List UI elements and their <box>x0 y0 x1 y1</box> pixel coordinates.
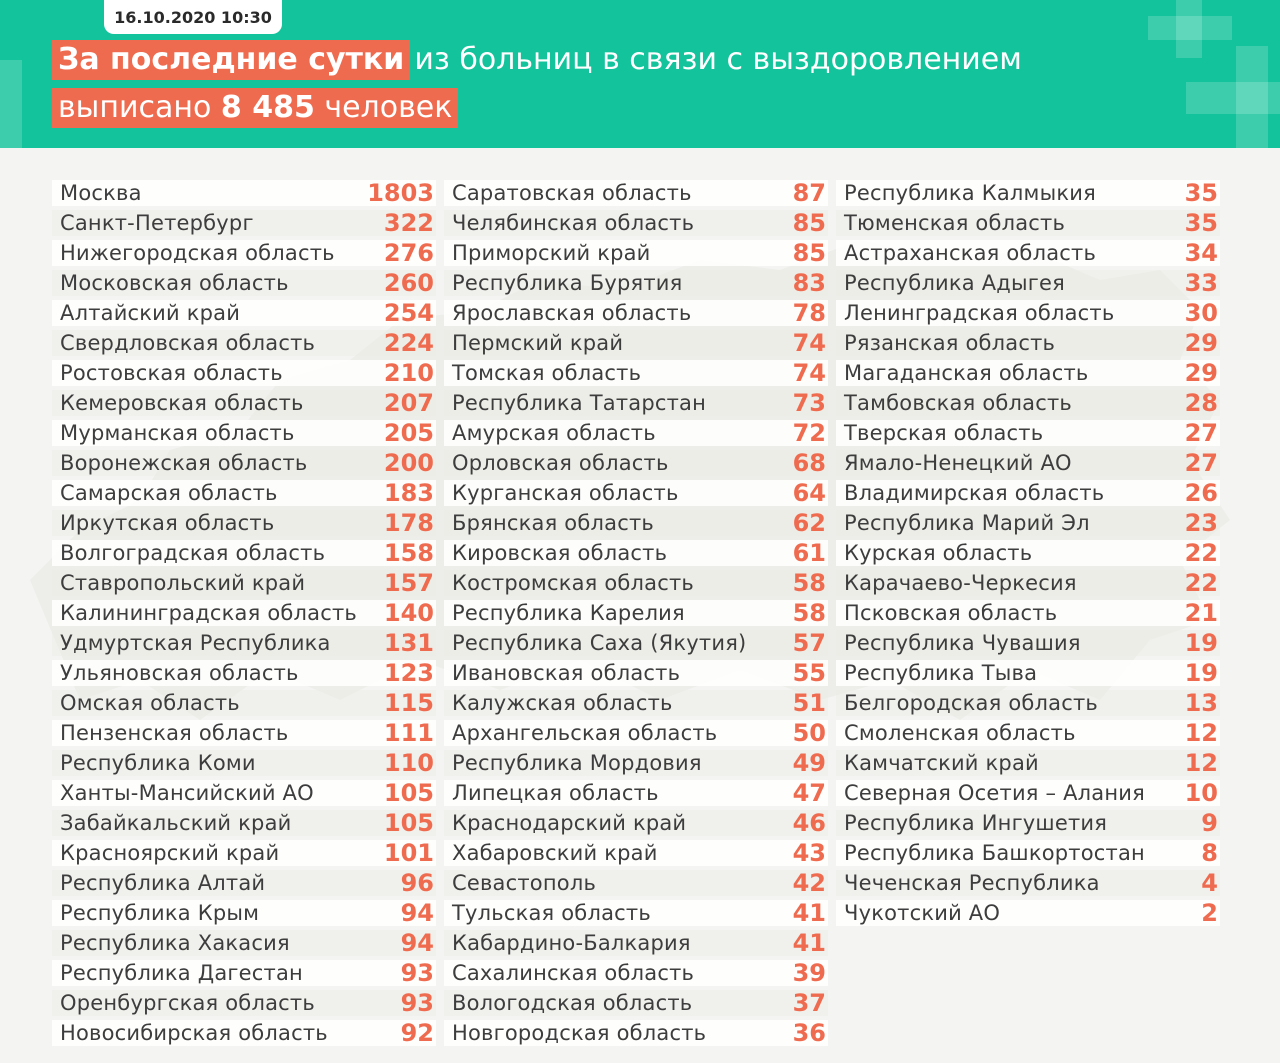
table-row <box>836 628 1220 658</box>
region-name: Свердловская область <box>60 331 316 355</box>
table-row <box>444 658 828 688</box>
table-row <box>444 238 828 268</box>
table-row <box>836 688 1220 718</box>
region-name: Магаданская область <box>844 361 1089 385</box>
discharged-count: 29 <box>1184 329 1218 357</box>
region-name: Республика Крым <box>60 901 260 925</box>
region-name: Кемеровская область <box>60 391 304 415</box>
discharged-count: 322 <box>383 209 434 237</box>
region-name: Республика Калмыкия <box>844 181 1096 205</box>
region-name: Республика Татарстан <box>452 391 707 415</box>
table-row <box>836 448 1220 478</box>
discharged-count: 87 <box>792 179 826 207</box>
table-row <box>444 508 828 538</box>
discharged-count: 276 <box>383 239 434 267</box>
table-row <box>52 718 436 748</box>
region-name: Северная Осетия – Алания <box>844 781 1145 805</box>
region-name: Республика Алтай <box>60 871 266 895</box>
region-name: Республика Мордовия <box>452 751 702 775</box>
table-row <box>444 748 828 778</box>
table-row <box>836 388 1220 418</box>
table-row <box>52 208 436 238</box>
discharged-count: 57 <box>792 629 826 657</box>
discharged-count: 51 <box>792 689 826 717</box>
discharged-count: 183 <box>383 479 434 507</box>
region-name: Тульская область <box>452 901 651 925</box>
table-row <box>836 328 1220 358</box>
region-name: Кировская область <box>452 541 668 565</box>
table-row <box>836 598 1220 628</box>
table-row <box>52 328 436 358</box>
table-row <box>836 178 1220 208</box>
region-name: Костромская область <box>452 571 695 595</box>
region-name: Новосибирская область <box>60 1021 328 1045</box>
discharged-count: 21 <box>1184 599 1218 627</box>
discharged-count: 27 <box>1184 449 1218 477</box>
table-row <box>444 958 828 988</box>
headline-total <box>52 88 458 128</box>
region-name: Псковская область <box>844 601 1058 625</box>
region-name: Воронежская область <box>60 451 308 475</box>
table-row <box>444 208 828 238</box>
headline-text: из больниц в связи с выздоровлением <box>414 42 1022 77</box>
table-row <box>444 598 828 628</box>
region-column-2 <box>444 178 828 1048</box>
table-row <box>444 988 828 1018</box>
plus-decoration-icon <box>0 60 22 148</box>
table-row <box>52 688 436 718</box>
table-row <box>52 748 436 778</box>
discharged-count: 92 <box>400 1019 434 1047</box>
discharged-count: 68 <box>792 449 826 477</box>
discharged-count: 73 <box>792 389 826 417</box>
discharged-count: 74 <box>792 359 826 387</box>
region-name: Ленинградская область <box>844 301 1115 325</box>
region-name: Томская область <box>452 361 642 385</box>
discharged-count: 157 <box>383 569 434 597</box>
table-row <box>836 868 1220 898</box>
discharged-count: 22 <box>1184 569 1218 597</box>
discharged-count: 50 <box>792 719 826 747</box>
table-row <box>836 748 1220 778</box>
table-row <box>444 478 828 508</box>
table-row <box>836 718 1220 748</box>
discharged-count: 39 <box>792 959 826 987</box>
region-name: Курганская область <box>452 481 679 505</box>
discharged-count: 115 <box>383 689 434 717</box>
region-name: Ивановская область <box>452 661 681 685</box>
region-name: Республика Саха (Якутия) <box>452 631 747 655</box>
discharged-count: 85 <box>792 239 826 267</box>
headline-highlight: За последние сутки <box>52 40 410 80</box>
discharged-count: 110 <box>383 749 434 777</box>
headline-total-prefix: выписано <box>58 90 212 125</box>
table-row <box>52 988 436 1018</box>
region-name: Мурманская область <box>60 421 295 445</box>
table-row <box>52 928 436 958</box>
region-name: Тамбовская область <box>844 391 1072 415</box>
region-name: Забайкальский край <box>60 811 292 835</box>
discharged-count: 47 <box>792 779 826 807</box>
discharged-count: 41 <box>792 929 826 957</box>
date-badge: 16.10.2020 10:30 <box>104 0 282 34</box>
table-row <box>444 568 828 598</box>
table-row <box>52 478 436 508</box>
discharged-count: 22 <box>1184 539 1218 567</box>
region-name: Архангельская область <box>452 721 718 745</box>
discharged-count: 207 <box>383 389 434 417</box>
table-row <box>836 778 1220 808</box>
table-row <box>444 928 828 958</box>
discharged-count: 123 <box>383 659 434 687</box>
region-name: Тверская область <box>844 421 1044 445</box>
discharged-count: 12 <box>1184 719 1218 747</box>
region-name: Ямало-Ненецкий АО <box>844 451 1072 475</box>
table-row <box>444 628 828 658</box>
discharged-count: 28 <box>1184 389 1218 417</box>
region-name: Волгоградская область <box>60 541 326 565</box>
discharged-count: 4 <box>1201 869 1218 897</box>
discharged-count: 94 <box>400 929 434 957</box>
table-row <box>836 268 1220 298</box>
discharged-count: 12 <box>1184 749 1218 777</box>
discharged-count: 260 <box>383 269 434 297</box>
region-name: Сахалинская область <box>452 961 695 985</box>
table-row <box>444 298 828 328</box>
discharged-count: 205 <box>383 419 434 447</box>
table-row <box>52 418 436 448</box>
table-row <box>52 808 436 838</box>
table-row <box>52 1018 436 1048</box>
discharged-count: 35 <box>1184 209 1218 237</box>
discharged-count: 42 <box>792 869 826 897</box>
discharged-count: 58 <box>792 569 826 597</box>
region-name: Чукотский АО <box>844 901 1001 925</box>
discharged-count: 26 <box>1184 479 1218 507</box>
table-row <box>836 808 1220 838</box>
discharged-count: 158 <box>383 539 434 567</box>
discharged-count: 254 <box>383 299 434 327</box>
discharged-count: 29 <box>1184 359 1218 387</box>
region-name: Карачаево-Черкесия <box>844 571 1077 595</box>
table-row <box>444 538 828 568</box>
discharged-count: 85 <box>792 209 826 237</box>
region-name: Республика Марий Эл <box>844 511 1090 535</box>
region-name: Астраханская область <box>844 241 1097 265</box>
table-row <box>444 328 828 358</box>
discharged-count: 27 <box>1184 419 1218 447</box>
table-row <box>836 538 1220 568</box>
plus-decoration-icon <box>1148 16 1232 40</box>
region-name: Республика Ингушетия <box>844 811 1108 835</box>
region-name: Московская область <box>60 271 289 295</box>
table-row <box>836 898 1220 928</box>
region-name: Хабаровский край <box>452 841 658 865</box>
region-name: Ставропольский край <box>60 571 306 595</box>
region-name: Тюменская область <box>844 211 1066 235</box>
region-name: Ярославская область <box>452 301 692 325</box>
discharged-count: 30 <box>1184 299 1218 327</box>
table-row <box>836 658 1220 688</box>
region-name: Калужская область <box>452 691 673 715</box>
table-row <box>836 508 1220 538</box>
table-row <box>444 718 828 748</box>
region-name: Пермский край <box>452 331 624 355</box>
discharged-count: 55 <box>792 659 826 687</box>
region-name: Чеченская Республика <box>844 871 1100 895</box>
region-name: Самарская область <box>60 481 278 505</box>
plus-decoration-icon <box>1186 82 1280 114</box>
discharged-count: 19 <box>1184 659 1218 687</box>
table-row <box>52 508 436 538</box>
table-row <box>52 838 436 868</box>
discharged-count: 210 <box>383 359 434 387</box>
table-row <box>444 268 828 298</box>
region-name: Амурская область <box>452 421 656 445</box>
table-row <box>52 568 436 598</box>
region-name: Республика Дагестан <box>60 961 303 985</box>
discharged-count: 78 <box>792 299 826 327</box>
discharged-count: 96 <box>400 869 434 897</box>
discharged-count: 140 <box>383 599 434 627</box>
discharged-count: 34 <box>1184 239 1218 267</box>
discharged-count: 33 <box>1184 269 1218 297</box>
discharged-count: 23 <box>1184 509 1218 537</box>
table-row <box>444 448 828 478</box>
table-row <box>52 268 436 298</box>
discharged-count: 131 <box>383 629 434 657</box>
discharged-count: 94 <box>400 899 434 927</box>
total-discharged-count: 8 485 <box>220 90 315 125</box>
region-name: Красноярский край <box>60 841 280 865</box>
discharged-count: 43 <box>792 839 826 867</box>
table-row <box>836 358 1220 388</box>
region-name: Орловская область <box>452 451 669 475</box>
table-row <box>444 688 828 718</box>
discharged-count: 49 <box>792 749 826 777</box>
region-name: Брянская область <box>452 511 654 535</box>
region-name: Саратовская область <box>452 181 692 205</box>
table-row <box>52 868 436 898</box>
region-name: Санкт-Петербург <box>60 211 254 235</box>
region-name: Республика Адыгея <box>844 271 1065 295</box>
region-name: Ростовская область <box>60 361 283 385</box>
discharged-count: 200 <box>383 449 434 477</box>
table-row <box>444 178 828 208</box>
region-name: Республика Башкортостан <box>844 841 1145 865</box>
table-row <box>836 298 1220 328</box>
table-row <box>52 658 436 688</box>
table-row <box>444 808 828 838</box>
table-row <box>444 778 828 808</box>
region-name: Ханты-Мансийский АО <box>60 781 314 805</box>
region-name: Липецкая область <box>452 781 659 805</box>
headline-line-2 <box>52 88 458 128</box>
discharged-count: 93 <box>400 989 434 1017</box>
table-row <box>52 178 436 208</box>
discharged-count: 83 <box>792 269 826 297</box>
table-row <box>52 388 436 418</box>
discharged-count: 13 <box>1184 689 1218 717</box>
table-row <box>52 778 436 808</box>
region-column-3 <box>836 178 1220 928</box>
table-row <box>836 418 1220 448</box>
discharged-count: 105 <box>383 779 434 807</box>
region-name: Республика Карелия <box>452 601 685 625</box>
region-name: Смоленская область <box>844 721 1076 745</box>
headline-total-suffix: человек <box>324 90 453 125</box>
discharged-count: 101 <box>383 839 434 867</box>
region-name: Нижегородская область <box>60 241 335 265</box>
discharged-count: 74 <box>792 329 826 357</box>
table-row <box>52 958 436 988</box>
region-name: Новгородская область <box>452 1021 707 1045</box>
discharged-count: 93 <box>400 959 434 987</box>
region-name: Удмуртская Республика <box>60 631 331 655</box>
region-name: Иркутская область <box>60 511 275 535</box>
table-row <box>52 538 436 568</box>
region-name: Пензенская область <box>60 721 289 745</box>
table-row <box>444 418 828 448</box>
region-name: Республика Бурятия <box>452 271 683 295</box>
table-row <box>52 598 436 628</box>
region-name: Калининградская область <box>60 601 357 625</box>
discharged-count: 8 <box>1201 839 1218 867</box>
region-name: Белгородская область <box>844 691 1098 715</box>
discharged-count: 10 <box>1184 779 1218 807</box>
discharged-count: 36 <box>792 1019 826 1047</box>
discharged-count: 64 <box>792 479 826 507</box>
discharged-count: 1803 <box>367 179 434 207</box>
header-banner <box>0 0 1280 148</box>
region-name: Владимирская область <box>844 481 1105 505</box>
table-row <box>52 358 436 388</box>
region-name: Приморский край <box>452 241 651 265</box>
table-row <box>52 298 436 328</box>
table-row <box>444 388 828 418</box>
table-row <box>52 898 436 928</box>
table-row <box>52 238 436 268</box>
table-row <box>836 478 1220 508</box>
discharged-count: 35 <box>1184 179 1218 207</box>
discharged-count: 111 <box>383 719 434 747</box>
headline-line-1 <box>52 40 1022 80</box>
table-row <box>836 208 1220 238</box>
table-row <box>444 358 828 388</box>
discharged-count: 37 <box>792 989 826 1017</box>
table-row <box>52 628 436 658</box>
discharged-count: 2 <box>1201 899 1218 927</box>
region-name: Оренбургская область <box>60 991 315 1015</box>
discharged-count: 19 <box>1184 629 1218 657</box>
region-name: Челябинская область <box>452 211 695 235</box>
region-name: Курская область <box>844 541 1033 565</box>
discharged-count: 61 <box>792 539 826 567</box>
discharged-count: 72 <box>792 419 826 447</box>
discharged-count: 58 <box>792 599 826 627</box>
discharged-count: 46 <box>792 809 826 837</box>
region-name: Москва <box>60 181 142 205</box>
discharged-count: 41 <box>792 899 826 927</box>
table-row <box>52 448 436 478</box>
discharged-count: 62 <box>792 509 826 537</box>
discharged-count: 105 <box>383 809 434 837</box>
region-name: Ульяновская область <box>60 661 299 685</box>
region-name: Вологодская область <box>452 991 693 1015</box>
region-name: Краснодарский край <box>452 811 687 835</box>
region-column-1 <box>52 178 436 1048</box>
discharged-count: 224 <box>383 329 434 357</box>
region-name: Омская область <box>60 691 240 715</box>
table-row <box>444 898 828 928</box>
region-name: Севастополь <box>452 871 597 895</box>
region-name: Алтайский край <box>60 301 241 325</box>
region-name: Республика Тыва <box>844 661 1038 685</box>
region-name: Республика Хакасия <box>60 931 290 955</box>
table-row <box>836 838 1220 868</box>
table-row <box>836 568 1220 598</box>
region-name: Республика Коми <box>60 751 256 775</box>
table-row <box>836 238 1220 268</box>
discharged-count: 178 <box>383 509 434 537</box>
discharged-count: 9 <box>1201 809 1218 837</box>
region-name: Рязанская область <box>844 331 1056 355</box>
table-row <box>444 1018 828 1048</box>
table-row <box>444 868 828 898</box>
region-name: Республика Чувашия <box>844 631 1081 655</box>
region-name: Кабардино-Балкария <box>452 931 691 955</box>
table-row <box>444 838 828 868</box>
region-name: Камчатский край <box>844 751 1039 775</box>
